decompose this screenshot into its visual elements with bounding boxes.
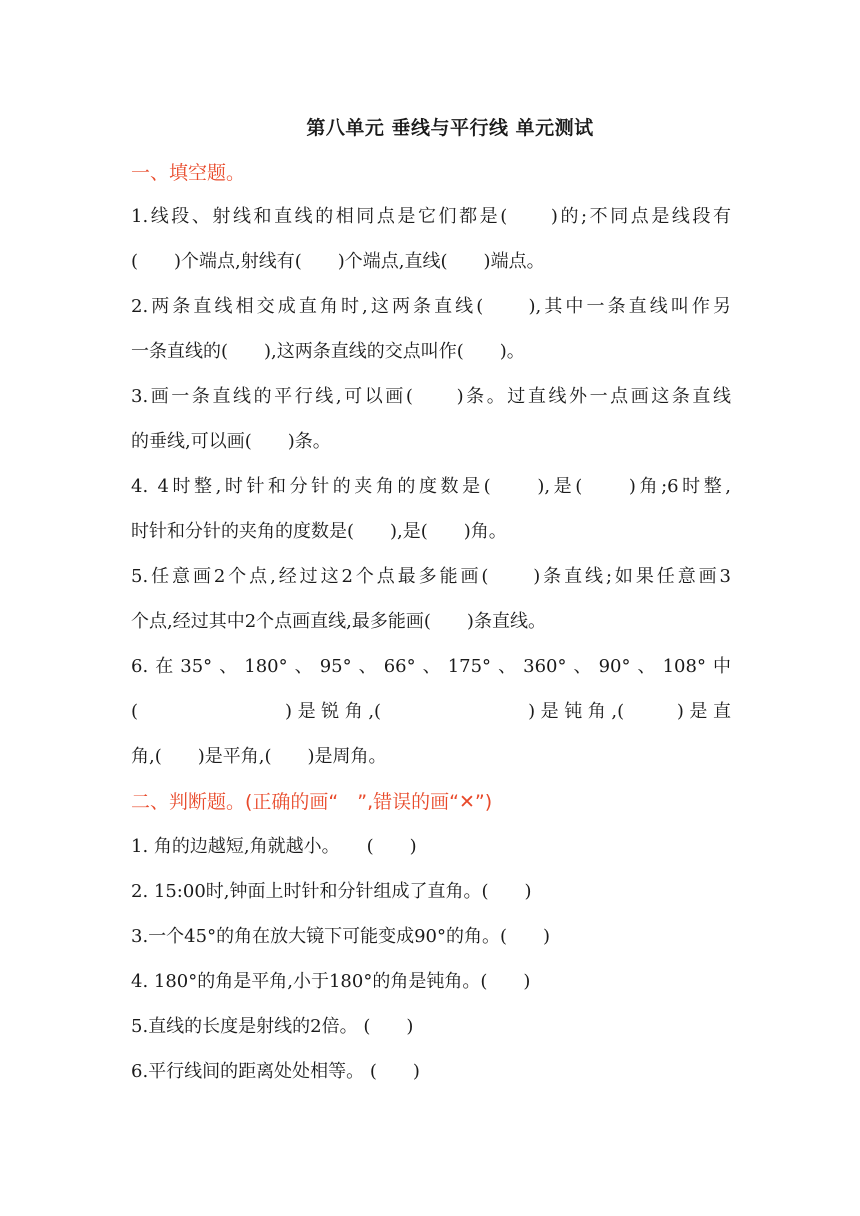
question-2-line-1: 2.两条直线相交成直角时,这两条直线( ),其中一条直线叫作另 xyxy=(131,296,731,317)
question-1-line-2: ( )个端点,射线有( )个端点,直线( )端点。 xyxy=(131,251,545,272)
question-6-line-2: ( )是锐角,( )是钝角,( )是直 xyxy=(131,701,731,722)
judgment-4: 4. 180°的角是平角,小于180°的角是钝角。( ) xyxy=(131,971,531,992)
judgment-5: 5.直线的长度是射线的2倍。 ( ) xyxy=(131,1016,414,1037)
section-heading-true-false: 二、判断题。(正确的画“ ”,错误的画“✕”) xyxy=(131,791,493,813)
question-4-line-1: 4. 4时整,时针和分针的夹角的度数是( ),是( )角;6时整, xyxy=(131,476,731,497)
judgment-6: 6.平行线间的距离处处相等。 ( ) xyxy=(131,1061,420,1082)
question-6-line-1: 6.在35°、180°、95°、66°、175°、360°、90°、108°中 xyxy=(131,656,731,677)
section-heading-fill-in: 一、填空题。 xyxy=(131,162,246,184)
page-title: 第八单元 垂线与平行线 单元测试 xyxy=(306,117,594,139)
judgment-2: 2. 15:00时,钟面上时针和分针组成了直角。( ) xyxy=(131,881,532,902)
judgment-1: 1. 角的边越短,角就越小。 ( ) xyxy=(131,836,417,857)
question-3-line-2: 的垂线,可以画( )条。 xyxy=(131,431,331,452)
question-5-line-1: 5.任意画2个点,经过这2个点最多能画( )条直线;如果任意画3 xyxy=(131,566,731,587)
question-4-line-2: 时针和分针的夹角的度数是( ),是( )角。 xyxy=(131,521,507,542)
question-6-line-3: 角,( )是平角,( )是周角。 xyxy=(131,746,387,767)
question-2-line-2: 一条直线的( ),这两条直线的交点叫作( )。 xyxy=(131,341,525,362)
question-5-line-2: 个点,经过其中2个点画直线,最多能画( )条直线。 xyxy=(131,611,546,632)
question-3-line-1: 3.画一条直线的平行线,可以画( )条。过直线外一点画这条直线 xyxy=(131,386,731,407)
question-1-line-1: 1.线段、射线和直线的相同点是它们都是( )的;不同点是线段有 xyxy=(131,206,731,227)
judgment-3: 3.一个45°的角在放大镜下可能变成90°的角。( ) xyxy=(131,926,551,947)
